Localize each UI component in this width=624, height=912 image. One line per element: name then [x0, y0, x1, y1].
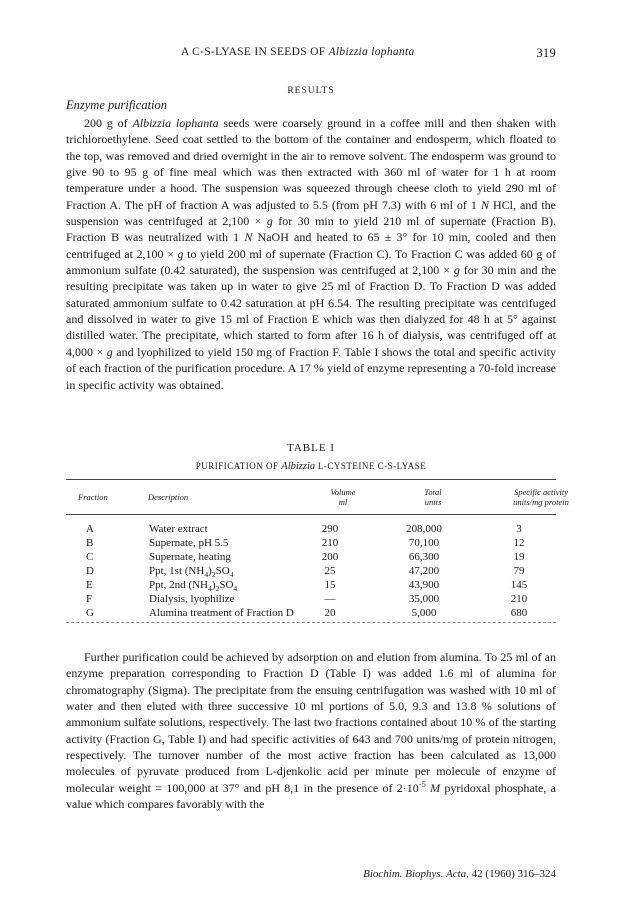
p1-italic: g: [177, 246, 184, 261]
running-title-species: Albizzia lophanta: [328, 46, 415, 58]
cell-fraction: F: [86, 593, 93, 605]
running-title: [181, 46, 415, 58]
p1-part: seeds were coarsely ground in a coffee mill and then shaken with trichloroethylene. Seed coat settled to the bottom of the container and endosperm, which floated to the top, was removed and dried overnight in the air to remove solvent. The endosperm was ground to give 90 to 95 g of fine meal which was then extracted with 360 ml of water for 1 h at room temperature under a hood. The suspension was squeezed through cheese cloth to yield 290 ml of Fraction A. The pH of fraction A was adjusted to 5.5 (from pH 7.3) with 6 ml of 1: [66, 116, 556, 212]
cell-description: Water extract: [149, 523, 208, 535]
cell-fraction: E: [86, 579, 93, 591]
caption-prefix: PURIFICATION OF: [195, 461, 282, 471]
table-header-rule: [66, 514, 556, 515]
cell-fraction: G: [86, 607, 94, 619]
cell-description: Ppt, 2nd $(NH_4)_2SO_4$: [149, 579, 238, 594]
table-row: [66, 607, 556, 621]
header-fraction: Fraction: [78, 492, 108, 502]
cell-description: Dialysis, lyophilize: [149, 593, 235, 605]
header-specific-label: Specific activity: [513, 487, 569, 497]
cell-specific: 145: [510, 579, 528, 591]
header-volume-label: Volume: [330, 487, 356, 497]
table-row: [66, 565, 556, 579]
page-number: 319: [536, 46, 556, 60]
cell-specific: 3: [516, 523, 522, 535]
p1-species: Albizzia lophanta: [132, 116, 219, 130]
cell-fraction: C: [86, 551, 94, 563]
table-row: [66, 579, 556, 593]
p1-part: HCl, and the suspension was centrifuged at 2,100 ×: [66, 197, 556, 229]
cell-fraction: B: [86, 537, 94, 549]
subsection-heading: Enzyme purification: [66, 98, 168, 112]
cell-volume: 200: [321, 551, 339, 563]
paragraph-alumina: [66, 649, 556, 812]
running-title-prefix: A C-S-LYASE IN SEEDS OF: [181, 46, 329, 58]
cell-total: 208,000: [406, 523, 442, 535]
cell-description: Ppt, 1st $(NH_4)_2SO_4$: [149, 565, 234, 580]
table-title: TABLE I: [287, 442, 335, 454]
p1-part: NaOH and heated to 65 ± 3° for 10 min, cooled and then centrifuged at 2,100 ×: [66, 230, 556, 261]
header-total-label: Total: [424, 487, 442, 497]
cell-total: 5,000: [411, 607, 437, 619]
p2-part: pyridoxal phosphate, a value which compares favorably with the: [66, 780, 557, 812]
cell-specific: 210: [510, 593, 528, 605]
journal-footer: [316, 868, 556, 880]
p2-exponent: -5: [418, 779, 426, 789]
journal-name: Biochim. Biophys. Acta,: [363, 868, 469, 880]
p1-part: for 30 min to yield 210 ml of supernate (Fraction B). Fraction B was neutralized with 1: [66, 214, 556, 245]
header-specific-unit: units/mg protein: [513, 497, 569, 507]
header-volume-unit: ml: [338, 497, 348, 507]
cell-volume: 210: [321, 537, 339, 549]
cell-description: Supernate, pH 5.5: [149, 537, 229, 549]
table-row: [66, 523, 556, 537]
section-heading: RESULTS: [287, 86, 335, 96]
p1-part: for 30 min and the resulting precipitate was taken up in water to give 25 ml of Fraction D. To Fraction D was added saturated ammonium sulfate to 0.42 saturation at pH 6.54. The resulting precipitate was centrifuged and dissolved in water to give 15 ml of Fraction E which was then dialyzed for 48 h at 5° against distilled water. The precipitate, which started to form after 16 h of dialysis, was centrifuged off at 4,000 ×: [66, 263, 556, 359]
cell-description: Alumina treatment of Fraction D: [149, 607, 294, 619]
header-total-unit: units: [424, 497, 442, 507]
cell-volume: —: [324, 593, 336, 605]
cell-specific: 79: [513, 565, 525, 577]
cell-volume: 290: [321, 523, 339, 535]
caption-suffix: L-CYSTEINE C-S-LYASE: [315, 461, 427, 471]
cell-total: 70,100: [408, 537, 440, 549]
cell-specific: 19: [513, 551, 525, 563]
p1-italic: N: [244, 230, 253, 245]
cell-total: 47,200: [408, 565, 440, 577]
p1-italic: N: [480, 197, 489, 212]
table-top-rule: [66, 479, 556, 480]
cell-fraction: A: [86, 523, 94, 535]
cell-fraction: D: [86, 565, 94, 577]
paragraph-purification: [66, 115, 556, 393]
cell-total: 66,300: [408, 551, 440, 563]
header-volume: [318, 487, 368, 507]
table-caption: [66, 461, 556, 472]
cell-description: Supernate, heating: [149, 551, 231, 563]
p1-part: to yield 200 ml of supernate (Fraction C). To Fraction C was added 60 g of ammonium sulfate (0.42 saturated), the suspension was centrifuged at 2,100 ×: [66, 246, 556, 278]
p1-italic: g: [453, 263, 460, 278]
header-specific-activity: [496, 487, 586, 507]
p2-part: Further purification could be achieved by adsorption on and elution from alumina. To 25 ml of an enzyme preparation corresponding to Fraction D (Table I) was added 1.6 ml of alumina for chromatography (Sigma). The precipitate from the ensuing centrifugation was washed with 10 ml of water and then eluted with three successive 10 ml portions of 5.0, 9.3 and 13.8 % solutions of ammonium sulfate solutions, respectively. The last two fractions contained about 10 % of the starting activity (Fraction G, Table I) and had specific activities of 643 and 700 units/mg of protein nitrogen, respectively. The turnover number of the most active fraction has been calculated as 13,000 molecules of pyruvate produced from L-djenkolic acid per minute per molecule of enzyme of molecular weight = 100,000 at 37° and pH 8,1 in the presence of 2·10: [66, 650, 556, 795]
caption-species: Albizzia: [281, 461, 316, 472]
cell-total: 43,900: [408, 579, 440, 591]
header-description: Description: [148, 492, 189, 502]
cell-specific: 12: [513, 537, 525, 549]
cell-volume: 20: [324, 607, 336, 619]
cell-volume: 15: [324, 579, 336, 591]
cell-specific: 680: [510, 607, 528, 619]
journal-citation: 42 (1960) 316–324: [468, 868, 556, 880]
table-bottom-rule: [66, 622, 556, 623]
p1-part: 200 g of: [84, 116, 133, 130]
table-row: [66, 551, 556, 565]
p2-molar: M: [430, 780, 441, 795]
p1-italic: g: [266, 214, 273, 229]
table-row: [66, 537, 556, 551]
table-row: [66, 593, 556, 607]
cell-volume: 25: [324, 565, 336, 577]
p1-italic: g: [106, 344, 113, 359]
p1-part: and lyophilized to yield 150 mg of Fraction F. Table I shows the total and specific activity of each fraction of the purification procedure. A 17 % yield of enzyme representing a 70-fold increase in specific activity was obtained.: [66, 344, 556, 392]
cell-total: 35,000: [408, 593, 440, 605]
header-total: [398, 487, 468, 507]
